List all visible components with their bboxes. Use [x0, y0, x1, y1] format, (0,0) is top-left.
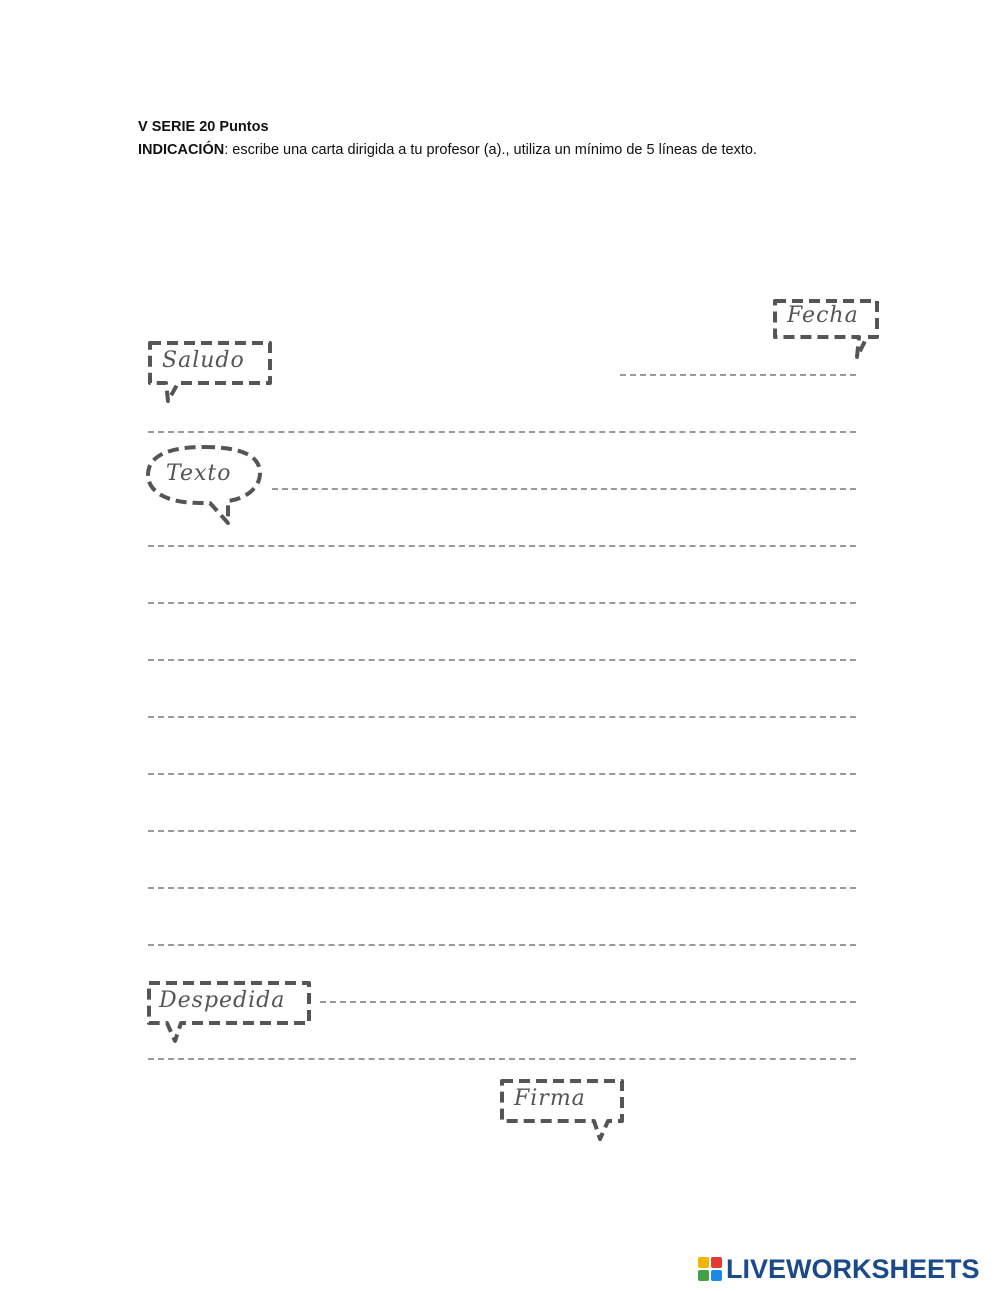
writing-line-10[interactable] — [148, 944, 856, 946]
fecha-label: Fecha — [787, 303, 859, 328]
writing-line-2[interactable] — [272, 488, 856, 490]
writing-line-9[interactable] — [148, 887, 856, 889]
writing-line-8[interactable] — [148, 830, 856, 832]
writing-line-12[interactable] — [148, 1058, 856, 1060]
despedida-label-bubble — [145, 979, 313, 1045]
texto-label: Texto — [166, 461, 232, 486]
writing-line-6[interactable] — [148, 716, 856, 718]
fecha-label-bubble — [771, 297, 881, 363]
firma-label-bubble — [498, 1077, 626, 1143]
series-title: V SERIE 20 Puntos — [138, 119, 269, 135]
liveworksheets-logo — [698, 1254, 980, 1284]
writing-line-1[interactable] — [148, 431, 856, 433]
saludo-label-bubble — [146, 339, 274, 405]
writing-line-7[interactable] — [148, 773, 856, 775]
logo-text: LIVEWORKSHEETS — [726, 1254, 980, 1284]
logo-block-2 — [711, 1257, 722, 1268]
instruction-label: INDICACIÓN — [138, 142, 225, 158]
instruction-line — [138, 139, 757, 162]
writing-line-3[interactable] — [148, 545, 856, 547]
logo-blocks-icon — [698, 1257, 722, 1281]
despedida-writing-line[interactable] — [320, 1001, 856, 1003]
logo-block-4 — [711, 1270, 722, 1281]
firma-label: Firma — [514, 1086, 586, 1111]
writing-line-4[interactable] — [148, 602, 856, 604]
instruction-text: : escribe una carta dirigida a tu profesor (a)., utiliza un mínimo de 5 líneas de texto. — [224, 142, 757, 158]
writing-line-5[interactable] — [148, 659, 856, 661]
texto-label-bubble — [144, 443, 264, 525]
saludo-label: Saludo — [162, 348, 245, 373]
logo-block-1 — [698, 1257, 709, 1268]
fecha-writing-line[interactable] — [620, 374, 856, 376]
logo-block-3 — [698, 1270, 709, 1281]
instructions-header — [138, 116, 757, 162]
despedida-label: Despedida — [159, 988, 286, 1013]
